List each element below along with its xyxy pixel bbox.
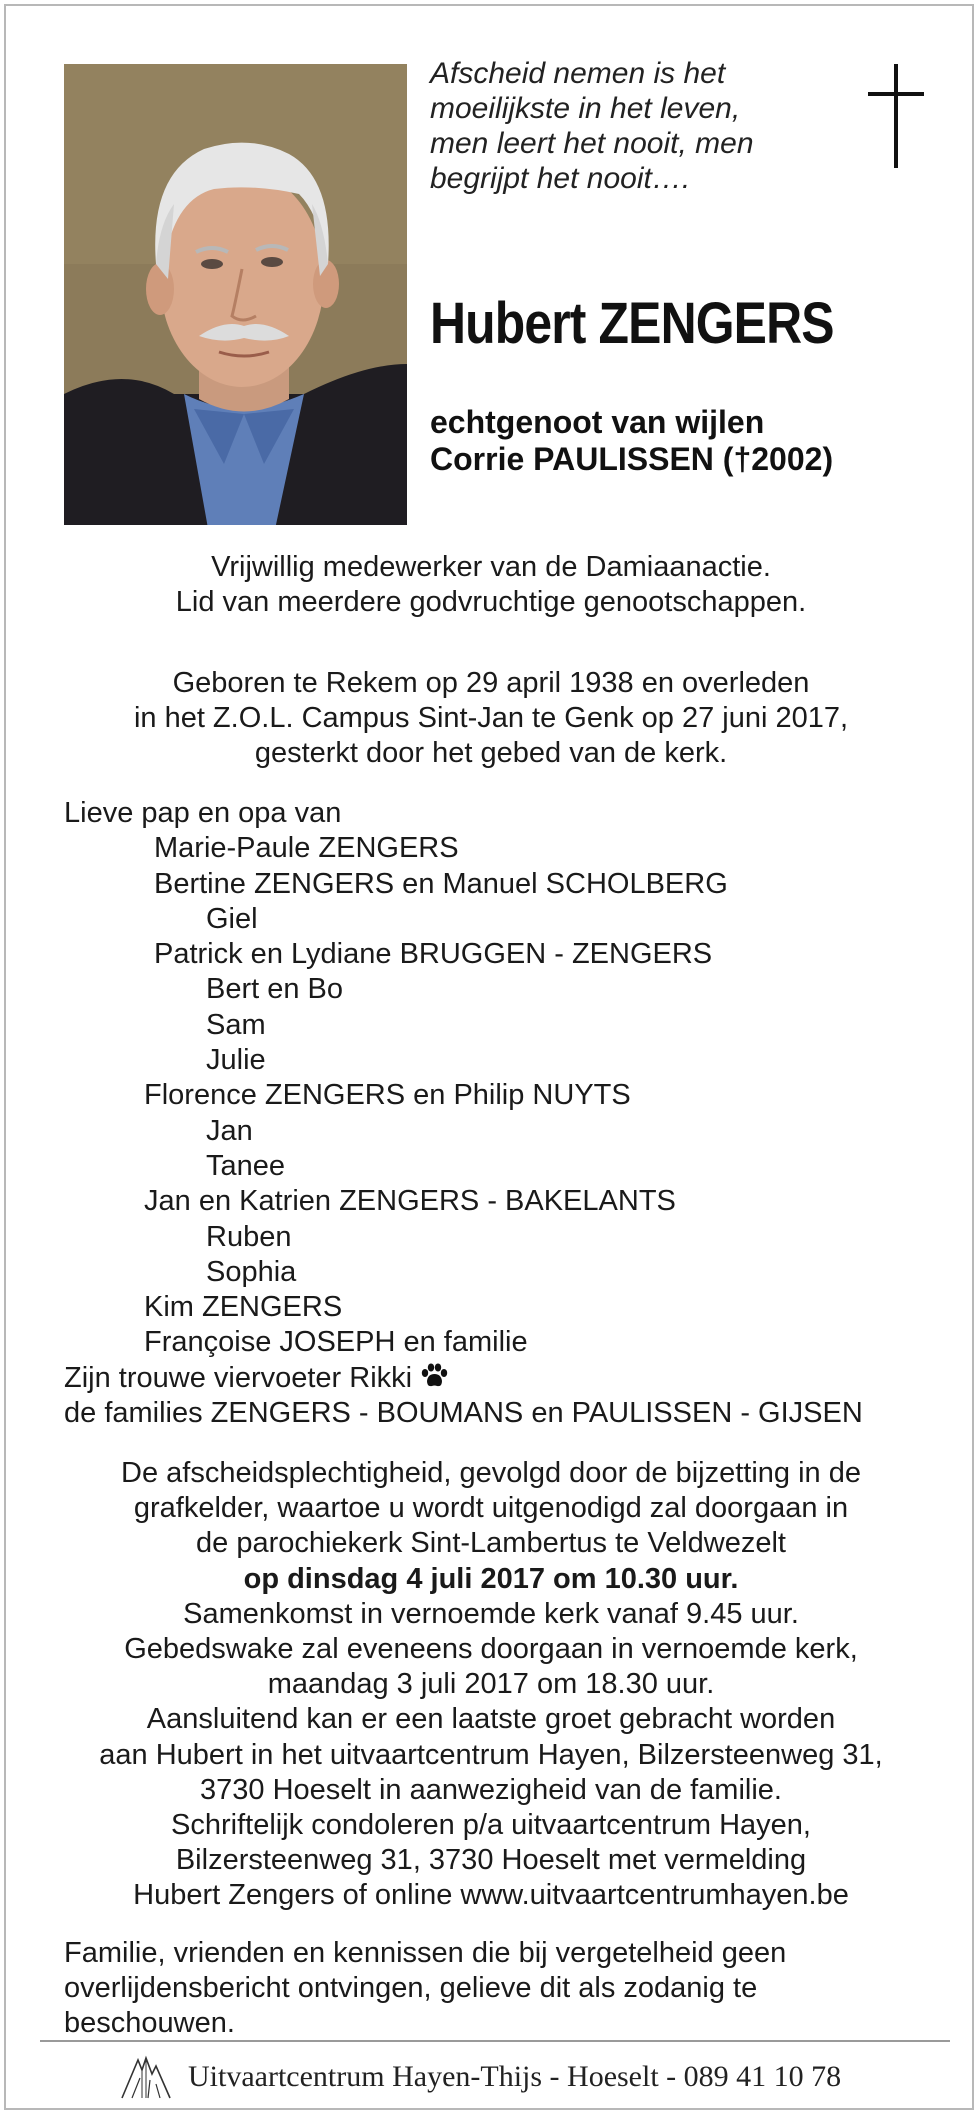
ceremony-line: Gebedswake zal eveneens doorgaan in vernoemde kerk, <box>124 1633 858 1666</box>
family-list <box>64 796 863 1431</box>
family-member: Bertine ZENGERS en Manuel SCHOLBERG <box>154 867 728 900</box>
ceremony-line: maandag 3 juli 2017 om 18.30 uur. <box>267 1668 715 1701</box>
closing-line: beschouwen. <box>64 2007 235 2039</box>
ceremony-line: de parochiekerk Sint-Lambertus te Veldwezelt <box>196 1527 786 1560</box>
grandchild: Julie <box>206 1044 266 1077</box>
pet-line <box>64 1361 863 1396</box>
ceremony-line: Hubert Zengers of online www.uitvaartcentrumhayen.be <box>133 1879 849 1912</box>
ceremony-line: Bilzersteenweg 31, 3730 Hoeselt met vermelding <box>175 1844 807 1877</box>
quote-line: begrijpt het nooit…. <box>430 162 691 195</box>
grandchild: Sophia <box>206 1255 297 1288</box>
quote-line: moeilijkste in het leven, <box>430 92 741 125</box>
paw-icon <box>420 1363 448 1389</box>
birth-line: Geboren te Rekem op 29 april 1938 en overleden <box>172 667 810 699</box>
family-member: Kim ZENGERS <box>144 1291 343 1324</box>
closing-note <box>64 1936 786 2041</box>
birth-line: in het Z.O.L. Campus Sint-Jan te Genk op 27 juni 2017, <box>133 702 849 734</box>
farewell-quote <box>430 56 810 196</box>
spouse-line: echtgenoot van wijlen <box>430 404 765 440</box>
obituary-card <box>4 4 974 2110</box>
quote-line: Afscheid nemen is het <box>430 57 726 90</box>
family-member: Patrick en Lydiane BRUGGEN - ZENGERS <box>154 938 713 971</box>
funeral-home-footer <box>118 2054 841 2100</box>
portrait-illustration <box>64 64 407 525</box>
closing-line: overlijdensbericht ontvingen, gelieve dit als zodanig te <box>64 1972 758 2004</box>
ceremony-block <box>36 1456 946 1914</box>
spouse-info <box>430 404 833 478</box>
footer-text: Uitvaartcentrum Hayen-Thijs - Hoeselt - 089 41 10 78 <box>188 2060 842 2093</box>
birth-death-block <box>36 666 946 771</box>
role-line: Lid van meerdere godvruchtige genootschappen. <box>175 586 807 618</box>
family-member: Françoise JOSEPH en familie <box>144 1326 528 1359</box>
grandchild: Sam <box>206 1008 266 1041</box>
spouse-line: Corrie PAULISSEN (†2002) <box>430 441 834 477</box>
family-member: Florence ZENGERS en Philip NUYTS <box>144 1079 631 1112</box>
ceremony-line: grafkelder, waartoe u wordt uitgenodigd zal doorgaan in <box>133 1492 849 1525</box>
family-member: Jan en Katrien ZENGERS - BAKELANTS <box>144 1185 676 1218</box>
grandchild: Jan <box>206 1114 253 1147</box>
ceremony-line: 3730 Hoeselt in aanwezigheid van de familie. <box>200 1773 782 1806</box>
ceremony-line: Schriftelijk condoleren p/a uitvaartcentrum Hayen, <box>171 1809 811 1842</box>
cross-icon <box>868 64 924 168</box>
roles-block <box>36 550 946 620</box>
family-member: Marie-Paule ZENGERS <box>154 832 459 865</box>
grandchild: Tanee <box>206 1149 286 1182</box>
ceremony-line: Samenkomst in vernoemde kerk vanaf 9.45 uur. <box>183 1597 799 1630</box>
deceased-name: Hubert ZENGERS <box>430 291 834 356</box>
ceremony-line: De afscheidsplechtigheid, gevolgd door de bijzetting in de <box>121 1457 861 1489</box>
funeral-home-logo-icon <box>118 2054 174 2100</box>
pet-text: Zijn trouwe viervoeter Rikki <box>64 1361 413 1394</box>
ceremony-line: aan Hubert in het uitvaartcentrum Hayen, Bilzersteenweg 31, <box>99 1738 883 1771</box>
portrait-photo <box>64 64 407 525</box>
grandchild: Ruben <box>206 1220 292 1253</box>
role-line: Vrijwillig medewerker van de Damiaanactie. <box>211 551 771 583</box>
footer-divider <box>40 2040 950 2042</box>
ceremony-line: Aansluitend kan er een laatste groet gebracht worden <box>146 1703 836 1736</box>
extended-families: de families ZENGERS - BOUMANS en PAULISSEN - GIJSEN <box>64 1397 863 1430</box>
ceremony-date: op dinsdag 4 juli 2017 om 10.30 uur. <box>243 1562 739 1595</box>
grandchild: Bert en Bo <box>206 973 344 1006</box>
quote-line: men leert het nooit, men <box>430 127 754 160</box>
closing-line: Familie, vrienden en kennissen die bij vergetelheid geen <box>64 1937 787 1969</box>
family-intro: Lieve pap en opa van <box>64 797 342 829</box>
birth-line: gesterkt door het gebed van de kerk. <box>254 737 728 769</box>
grandchild: Giel <box>206 902 258 935</box>
